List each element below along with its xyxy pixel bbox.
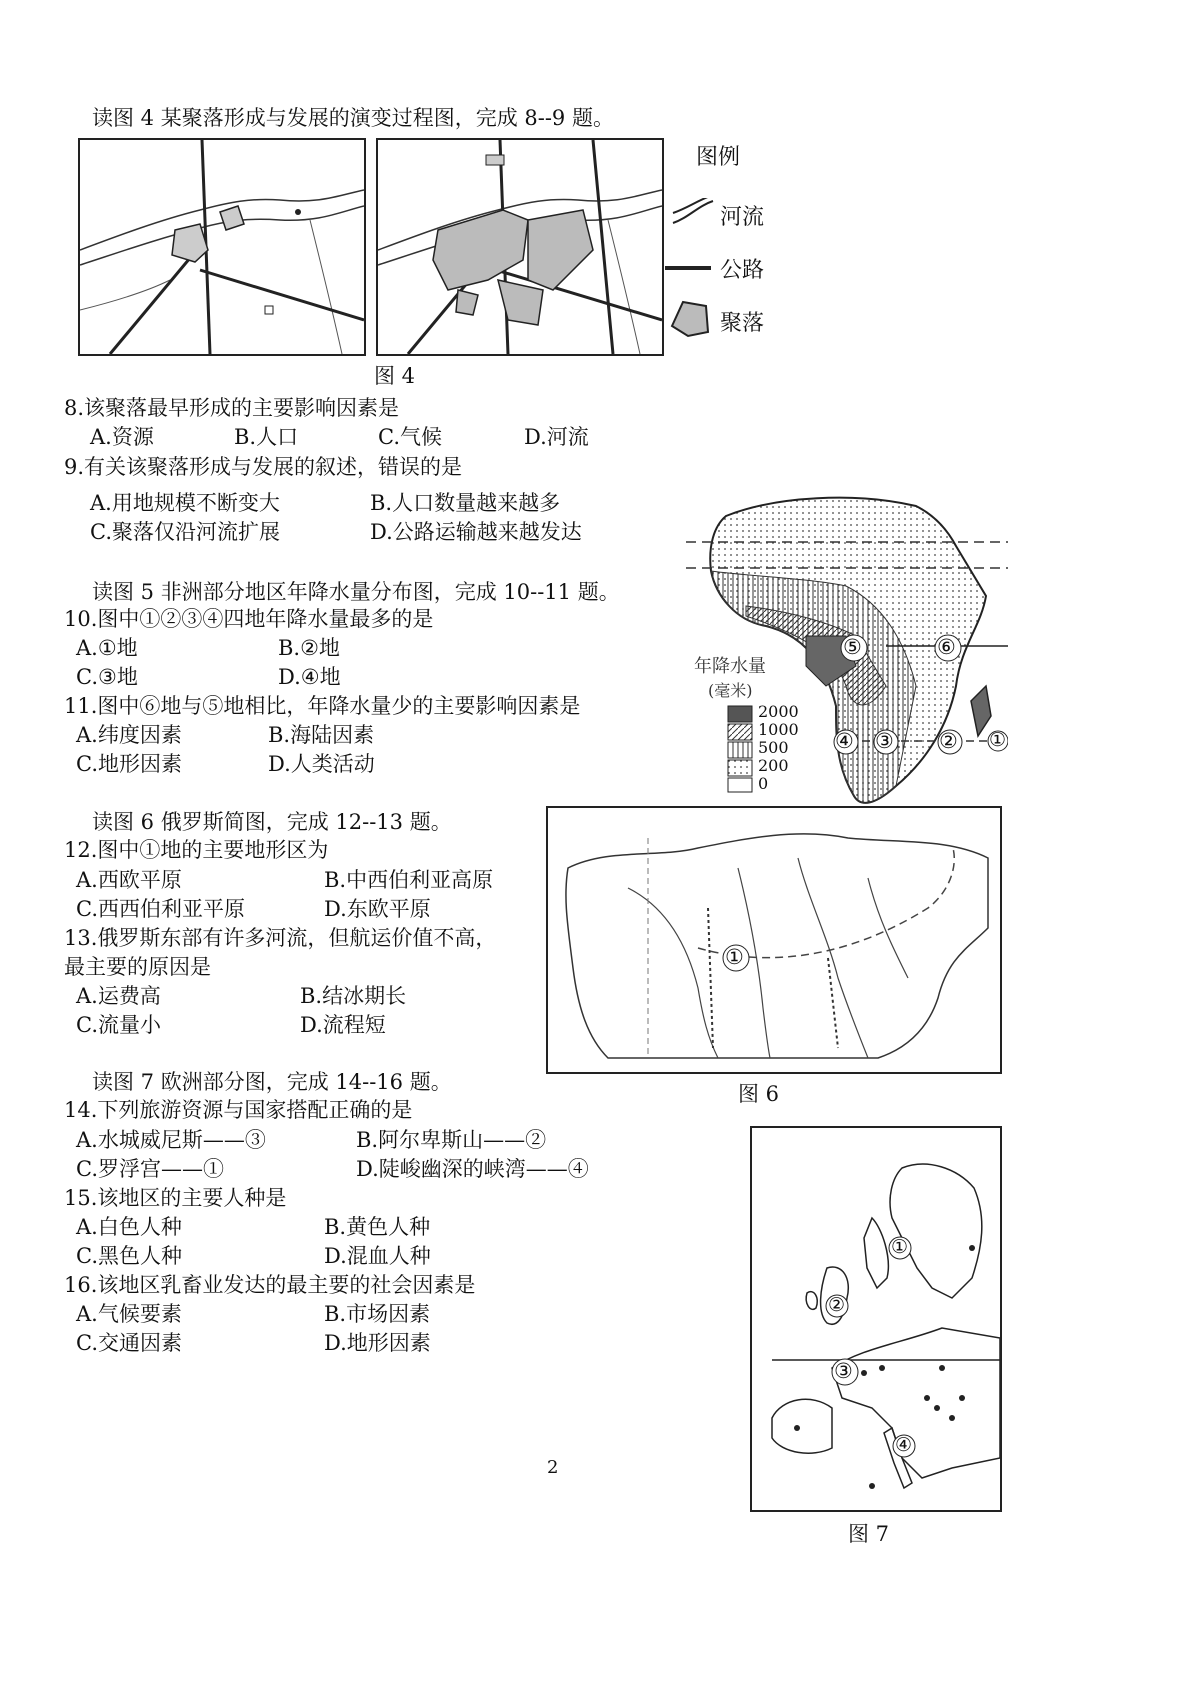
q12-stem: 12.图中①地的主要地形区为 xyxy=(64,838,329,862)
q12-option-a: A.西欧平原 xyxy=(76,868,182,892)
q13-option-c: C.流量小 xyxy=(76,1013,161,1037)
q13-option-a: A.运费高 xyxy=(76,984,161,1008)
fig4-legend-title: 图例 xyxy=(696,145,741,170)
q11-option-a: A.纬度因素 xyxy=(76,723,182,747)
q16-option-b: B.市场因素 xyxy=(324,1302,431,1326)
fig7-marker-1: ① xyxy=(891,1236,909,1258)
q8-stem: 8.该聚落最早形成的主要影响因素是 xyxy=(64,396,400,420)
q9-option-b: B.人口数量越来越多 xyxy=(370,491,561,515)
fig7-caption: 图 7 xyxy=(848,1522,890,1546)
fig5-marker-1: ① xyxy=(989,729,1007,751)
fig4-left-map xyxy=(80,140,364,354)
fig4-settlement-symbol-icon xyxy=(668,296,712,340)
q14-option-d: D.陡峻幽深的峡湾——④ xyxy=(356,1157,589,1181)
fig5-marker-2: ② xyxy=(939,729,958,753)
q10-option-d: D.④地 xyxy=(278,665,341,689)
fig6-russia-map xyxy=(548,808,1000,1072)
q14-option-c: C.罗浮宫——① xyxy=(76,1157,224,1181)
q10-stem: 10.图中①②③④四地年降水量最多的是 xyxy=(64,607,434,631)
q16-option-a: A.气候要素 xyxy=(76,1302,182,1326)
q11-stem: 11.图中⑥地与⑤地相比，年降水量少的主要影响因素是 xyxy=(64,694,581,718)
q14-option-a: A.水城威尼斯——③ xyxy=(76,1128,266,1152)
fig4-panel-right xyxy=(376,138,664,356)
figure-4 xyxy=(78,138,778,386)
fig5-legend-1000: 1000 xyxy=(758,720,799,739)
q16-option-d: D.地形因素 xyxy=(324,1331,431,1355)
q12-option-d: D.东欧平原 xyxy=(324,897,431,921)
fig7-marker-3: ③ xyxy=(834,1359,853,1383)
q8-option-c: C.气候 xyxy=(378,425,442,449)
fig5-legend-500: 500 xyxy=(758,738,789,757)
fig5-legend-0: 0 xyxy=(758,774,769,793)
q11-option-d: D.人类活动 xyxy=(268,752,375,776)
fig7-europe-map xyxy=(752,1128,1000,1510)
q13-option-d: D.流程短 xyxy=(300,1013,386,1037)
page-number: 2 xyxy=(547,1457,559,1478)
fig5-legend-title: 年降水量 xyxy=(694,656,766,677)
intro-fig6: 读图 6 俄罗斯简图，完成 12--13 题。 xyxy=(92,810,452,834)
figure-6 xyxy=(546,806,1006,1108)
fig5-legend-2000: 2000 xyxy=(758,702,799,721)
q8-option-d: D.河流 xyxy=(524,425,589,449)
fig4-legend-settlement: 聚落 xyxy=(720,311,765,336)
fig5-marker-6: ⑥ xyxy=(937,635,956,659)
q15-option-c: C.黑色人种 xyxy=(76,1244,182,1268)
q16-stem: 16.该地区乳畜业发达的最主要的社会因素是 xyxy=(64,1273,476,1297)
q15-option-a: A.白色人种 xyxy=(76,1215,182,1239)
q16-option-c: C.交通因素 xyxy=(76,1331,182,1355)
q15-stem: 15.该地区的主要人种是 xyxy=(64,1186,287,1210)
q10-option-a: A.①地 xyxy=(76,636,138,660)
q11-option-c: C.地形因素 xyxy=(76,752,182,776)
q9-option-d: D.公路运输越来越发达 xyxy=(370,520,582,544)
fig4-legend-river: 河流 xyxy=(720,205,765,230)
fig7-frame xyxy=(750,1126,1002,1512)
fig5-marker-5: ⑤ xyxy=(843,635,862,659)
q15-option-b: B.黄色人种 xyxy=(324,1215,431,1239)
fig4-right-map xyxy=(378,140,662,354)
fig4-river-symbol-icon xyxy=(668,198,718,228)
q9-option-c: C.聚落仅沿河流扩展 xyxy=(90,520,280,544)
fig7-marker-4: ④ xyxy=(895,1434,913,1456)
fig6-frame xyxy=(546,806,1002,1074)
q9-option-a: A.用地规模不断变大 xyxy=(90,491,280,515)
q12-option-c: C.西西伯利亚平原 xyxy=(76,897,245,921)
fig5-marker-3: ③ xyxy=(875,729,894,753)
fig4-legend-road: 公路 xyxy=(720,258,765,283)
q10-option-b: B.②地 xyxy=(278,636,340,660)
fig6-caption: 图 6 xyxy=(738,1082,780,1106)
fig5-legend-swatches xyxy=(726,704,756,794)
fig5-legend-unit: (毫米) xyxy=(708,681,753,700)
q14-option-b: B.阿尔卑斯山——② xyxy=(356,1128,547,1152)
fig7-marker-2: ② xyxy=(828,1294,846,1316)
fig4-caption: 图 4 xyxy=(374,364,416,388)
fig5-marker-4: ④ xyxy=(835,729,854,753)
q13-stem-line2: 最主要的原因是 xyxy=(64,955,211,979)
q13-stem-line1: 13.俄罗斯东部有许多河流，但航运价值不高， xyxy=(64,926,497,950)
figure-5 xyxy=(686,486,1008,822)
q9-stem: 9.有关该聚落形成与发展的叙述，错误的是 xyxy=(64,455,463,479)
intro-fig5: 读图 5 非洲部分地区年降水量分布图，完成 10--11 题。 xyxy=(92,580,620,604)
q8-option-b: B.人口 xyxy=(234,425,299,449)
q11-option-b: B.海陆因素 xyxy=(268,723,375,747)
q13-option-b: B.结冰期长 xyxy=(300,984,407,1008)
q14-stem: 14.下列旅游资源与国家搭配正确的是 xyxy=(64,1098,413,1122)
figure-7 xyxy=(740,1126,1010,1550)
q12-option-b: B.中西伯利亚高原 xyxy=(324,868,494,892)
fig4-road-symbol-icon xyxy=(663,258,713,278)
fig4-panel-left xyxy=(78,138,366,356)
intro-fig4: 读图 4 某聚落形成与发展的演变过程图，完成 8--9 题。 xyxy=(92,106,614,130)
intro-fig7: 读图 7 欧洲部分图，完成 14--16 题。 xyxy=(92,1070,452,1094)
q10-option-c: C.③地 xyxy=(76,665,138,689)
fig6-marker-1: ① xyxy=(725,945,744,969)
q15-option-d: D.混血人种 xyxy=(324,1244,431,1268)
q8-option-a: A.资源 xyxy=(90,425,154,449)
fig5-legend-200: 200 xyxy=(758,756,789,775)
